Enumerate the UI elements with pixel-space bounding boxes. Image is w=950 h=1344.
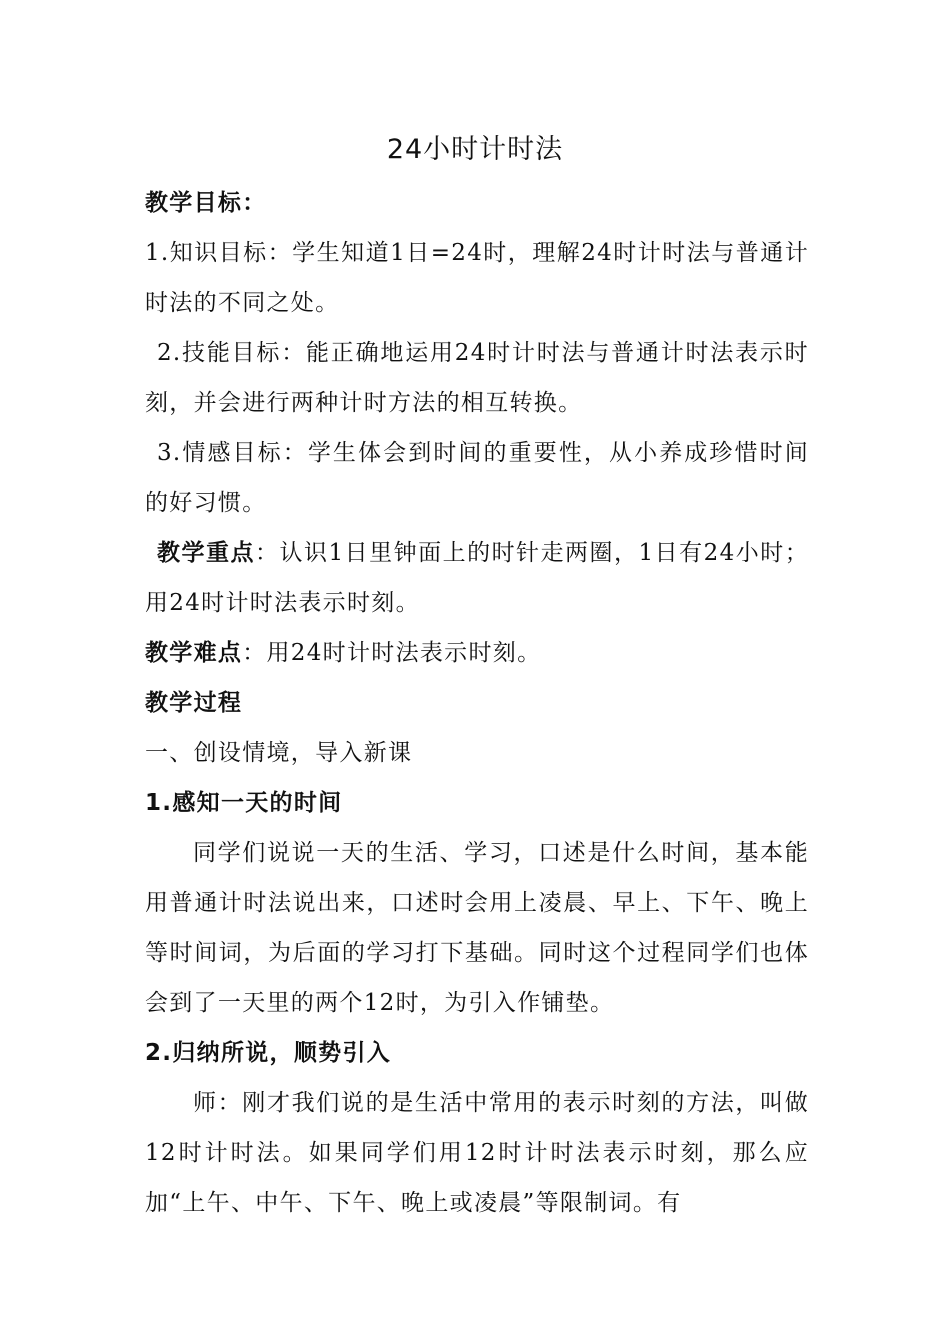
- subsection-2-paragraph: 师：刚才我们说的是生活中常用的表示时刻的方法，叫做12时计时法。如果同学们用12时计时法表示时刻，那么应加“上午、中午、下午、晚上或凌晨”等限制词。有: [145, 1090, 809, 1216]
- objective-skill: 2.技能目标：能正确地运用24时计时法与普通计时法表示时刻，并会进行两种计时方法的相互转换。: [145, 340, 809, 416]
- key-points-label: 教学重点: [157, 540, 255, 566]
- document-body: [145, 178, 809, 1228]
- objective-emotion: 3.情感目标：学生体会到时间的重要性，从小养成珍惜时间的好习惯。: [145, 440, 809, 516]
- objectives-heading: 教学目标：: [145, 190, 267, 216]
- objective-knowledge: 1.知识目标：学生知道1日=24时，理解24时计时法与普通计时法的不同之处。: [145, 240, 809, 316]
- subsection-1-heading: 1.感知一天的时间: [145, 790, 343, 816]
- difficult-points-text: ：用24时计时法表示时刻。: [242, 640, 542, 666]
- process-heading: 教学过程: [145, 690, 243, 716]
- key-points: [145, 528, 809, 628]
- key-points-text: ：认识1日里钟面上的时针走两圈，1日有24小时；用24时计时法表示时刻。: [145, 540, 810, 616]
- section-1-heading: 一、创设情境，导入新课: [145, 740, 413, 766]
- subsection-2-heading: 2.归纳所说，顺势引入: [145, 1040, 392, 1066]
- document-title: 24小时计时法: [386, 134, 564, 165]
- subsection-1-paragraph: 同学们说说一天的生活、学习，口述是什么时间，基本能用普通计时法说出来，口述时会用上凌晨、早上、下午、晚上等时间词，为后面的学习打下基础。同时这个过程同学们也体会到了一天里的两个12时，为引入作铺垫。: [145, 840, 809, 1016]
- difficult-points-label: 教学难点: [145, 640, 243, 666]
- difficult-points: [145, 628, 809, 678]
